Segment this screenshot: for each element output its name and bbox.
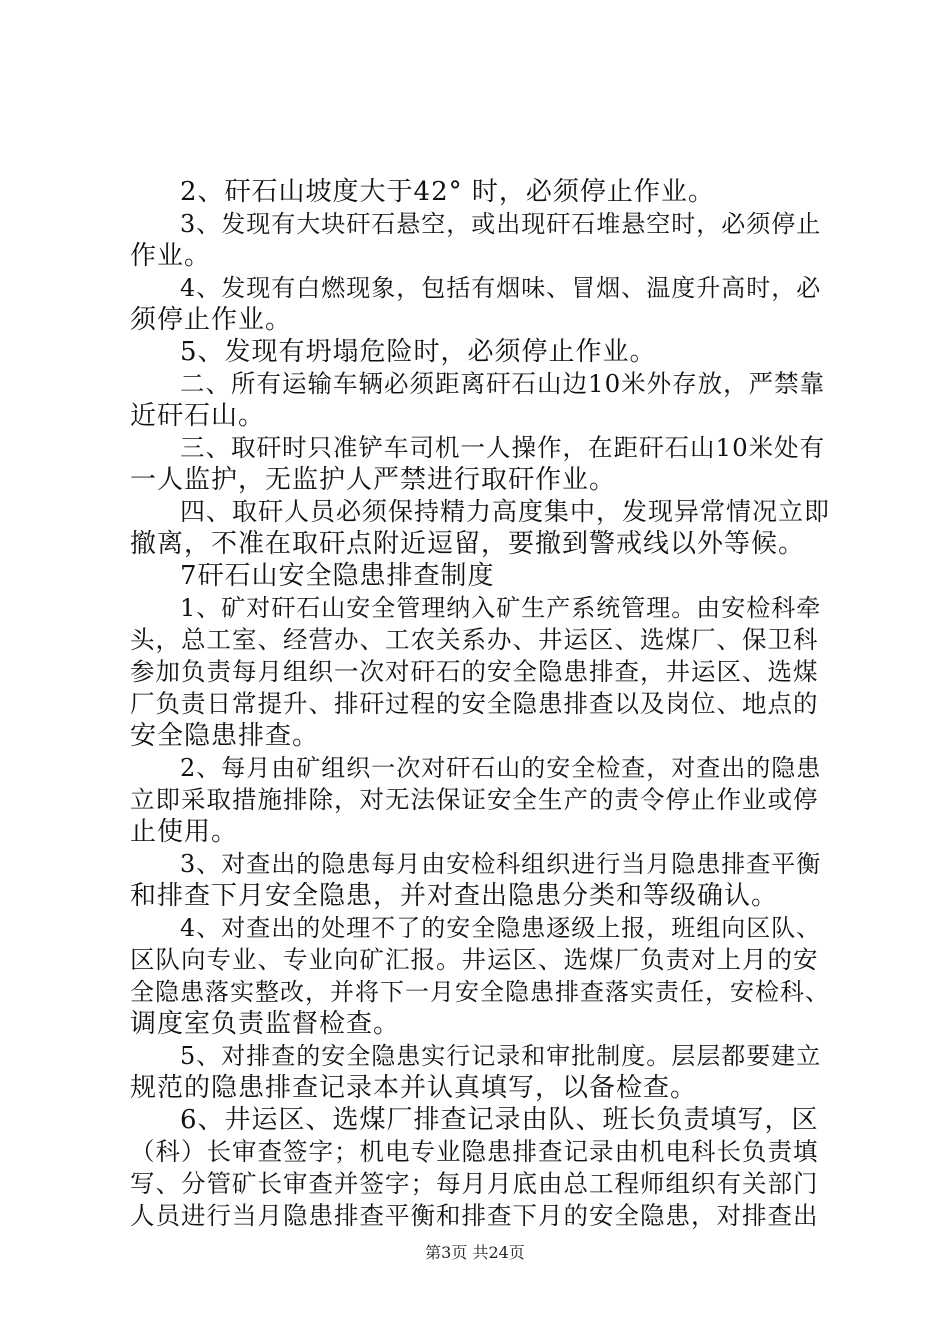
- text-line: 1、矿对矸石山安全管理纳入矿生产系统管理。由安检科牵: [180, 594, 822, 622]
- text-line: 4、对查出的处理不了的安全隐患逐级上报，班组向区队、: [180, 914, 822, 942]
- text-line: 止使用。: [130, 817, 239, 847]
- text-line: 二、所有运输车辆必须距离矸石山边10米外存放，严禁靠: [180, 369, 826, 398]
- text-line: 写、分管矿长审查并签字；每月月底由总工程师组织有关部门: [130, 1169, 819, 1198]
- page-number-footer: 第3页 共24页: [425, 1243, 525, 1262]
- text-line: 2、矸石山坡度大于42° 时，必须停止作业。: [180, 177, 715, 207]
- text-line: 安全隐患排查。: [130, 721, 320, 751]
- text-line: 3、对查出的隐患每月由安检科组织进行当月隐患排查平衡: [180, 850, 822, 878]
- text-line: 厂负责日常提升、排矸过程的安全隐患排查以及岗位、地点的: [130, 689, 819, 718]
- text-line: 调度室负责监督检查。: [130, 1009, 401, 1039]
- text-line: 四、取矸人员必须保持精力高度集中，发现异常情况立即: [180, 497, 831, 526]
- text-line: 5、对排查的安全隐患实行记录和审批制度。层层都要建立: [180, 1042, 822, 1070]
- text-line: 5、发现有坍塌危险时，必须停止作业。: [180, 337, 657, 367]
- text-line: 近矸石山。: [130, 401, 266, 431]
- text-line: 全隐患落实整改，并将下一月安全隐患排查落实责任，安检科、: [130, 978, 830, 1006]
- text-line: 撤离，不准在取矸点附近逗留，要撤到警戒线以外等候。: [130, 529, 806, 559]
- text-line: 2、每月由矿组织一次对矸石山的安全检查，对查出的隐患: [180, 754, 822, 782]
- text-line: 4、发现有白燃现象，包括有烟味、冒烟、温度升高时，必: [180, 274, 822, 302]
- section-heading: 7矸石山安全隐患排查制度: [180, 561, 495, 591]
- text-line: 须停止作业。: [130, 305, 293, 335]
- text-line: 参加负责每月组织一次对矸石的安全隐患排查，井运区、选煤: [130, 657, 819, 686]
- text-line: 三、取矸时只准铲车司机一人操作，在距矸石山10米处有: [180, 433, 826, 462]
- text-line: 规范的隐患排查记录本并认真填写，以备检查。: [130, 1073, 698, 1103]
- text-line: 人员进行当月隐患排查平衡和排查下月的安全隐患，对排查出: [130, 1201, 819, 1230]
- text-line: 3、发现有大块矸石悬空，或出现矸石堆悬空时，必须停止: [180, 210, 822, 238]
- text-line: 6、井运区、选煤厂排查记录由队、班长负责填写，区: [180, 1105, 819, 1135]
- text-line: 头，总工室、经营办、工农关系办、井运区、选煤厂、保卫科: [130, 625, 819, 654]
- text-line: 和排查下月安全隐患，并对查出隐患分类和等级确认。: [130, 881, 779, 911]
- text-line: （科）长审查签字；机电专业隐患排查记录由机电科长负责填: [130, 1137, 819, 1166]
- text-line: 作业。: [130, 241, 212, 271]
- text-line: 一人监护，无监护人严禁进行取矸作业。: [130, 465, 617, 495]
- text-line: 立即采取措施排除，对无法保证安全生产的责令停止作业或停: [130, 785, 819, 814]
- text-line: 区队向专业、专业向矿汇报。井运区、选煤厂负责对上月的安: [130, 945, 819, 974]
